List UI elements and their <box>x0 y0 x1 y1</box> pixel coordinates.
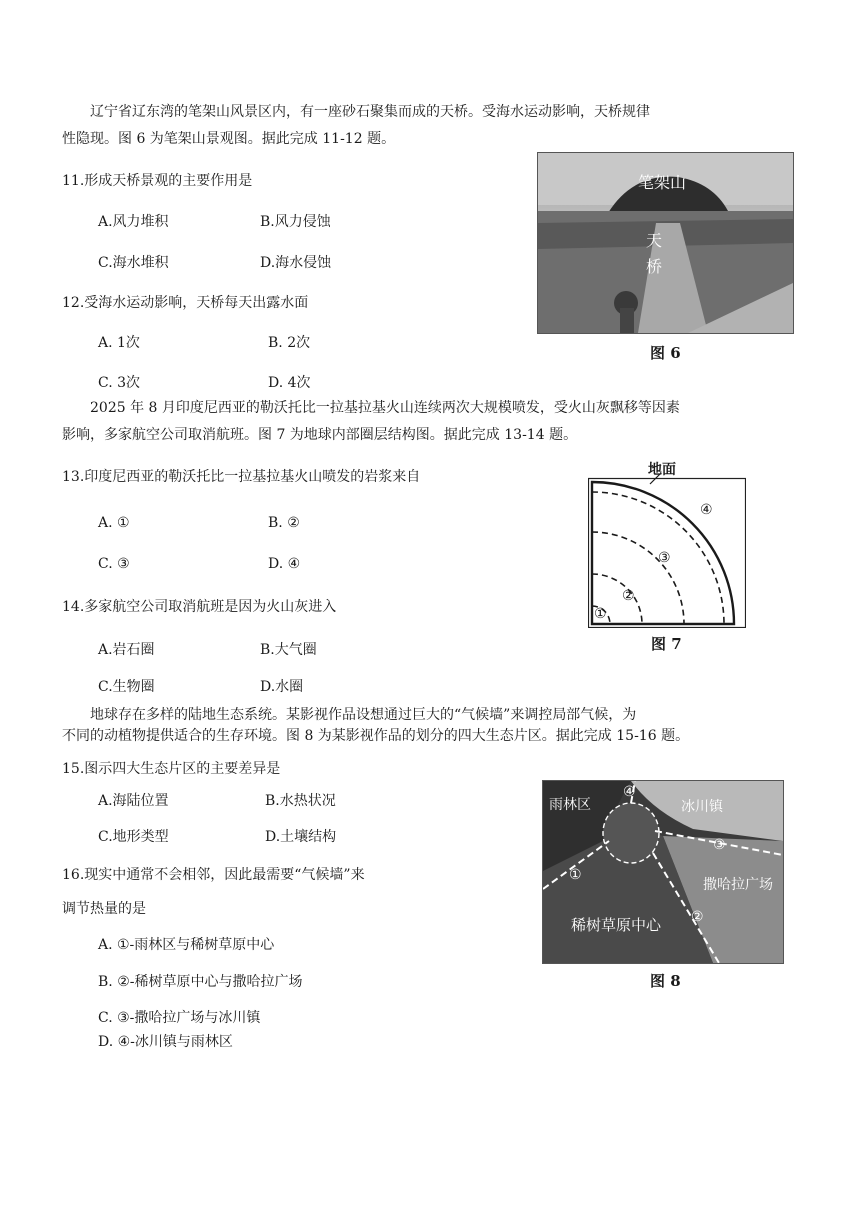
figure-6-caption: 图 6 <box>650 344 681 362</box>
figure-8-label-rainforest: 雨林区 <box>549 797 591 813</box>
figure-6-label-bridge-1: 天 <box>646 231 663 250</box>
question-13-stem: 13.印度尼西亚的勒沃托比一拉基拉基火山喷发的岩浆来自 <box>62 469 421 485</box>
figure-8-boundary-3: ③ <box>713 837 726 853</box>
question-11-option-b: B.风力侵蚀 <box>260 214 331 230</box>
question-13-option-d: D. ④ <box>268 556 301 572</box>
figure-7-diagram <box>588 460 746 628</box>
question-12-option-a: A. 1次 <box>98 335 140 351</box>
question-16-option-d: D. ④-冰川镇与雨林区 <box>98 1034 233 1050</box>
figure-6-photo <box>537 152 794 334</box>
figure-6-label-mountain: 笔架山 <box>638 173 687 192</box>
figure-8-photo <box>542 780 784 964</box>
figure-6-label-bridge-2: 桥 <box>646 257 663 276</box>
question-16-stem-line1: 16.现实中通常不会相邻，因此最需要“气候墙”来 <box>62 867 365 883</box>
figure-8-boundary-4: ④ <box>623 784 636 800</box>
question-14-option-d: D.水圈 <box>260 679 304 695</box>
question-15-option-b: B.水热状况 <box>265 793 336 809</box>
question-11-option-d: D.海水侵蚀 <box>260 255 332 271</box>
figure-8-label-glacier: 冰川镇 <box>681 799 723 815</box>
question-11-option-c: C.海水堆积 <box>98 255 169 271</box>
question-12-option-b: B. 2次 <box>268 335 311 351</box>
intro-15-16-line1: 地球存在多样的陆地生态系统。某影视作品设想通过巨大的“气候墙”来调控局部气候，为 <box>90 707 637 723</box>
question-12-option-c: C. 3次 <box>98 375 141 391</box>
intro-11-12-line1: 辽宁省辽东湾的笔架山风景区内，有一座砂石聚集而成的天桥。受海水运动影响，天桥规律 <box>90 104 650 120</box>
figure-7-layer-1: ① <box>594 606 607 622</box>
intro-13-14-line1: 2025 年 8 月印度尼西亚的勒沃托比一拉基拉基火山连续两次大规模喷发，受火山灰飘移等因素 <box>90 400 680 416</box>
question-16-option-b: B. ②-稀树草原中心与撒哈拉广场 <box>98 974 303 990</box>
figure-7-layer-4: ④ <box>700 502 713 518</box>
question-14-option-a: A.岩石圈 <box>98 642 155 658</box>
figure-7-layer-2: ② <box>622 588 635 604</box>
question-16-stem-line2: 调节热量的是 <box>62 901 146 917</box>
question-12-option-d: D. 4次 <box>268 375 311 391</box>
question-15-option-d: D.土壤结构 <box>265 829 337 845</box>
figure-7-layer-3: ③ <box>658 550 671 566</box>
question-14-option-c: C.生物圈 <box>98 679 155 695</box>
question-14-stem: 14.多家航空公司取消航班是因为火山灰进入 <box>62 599 337 615</box>
figure-7-caption: 图 7 <box>651 635 682 653</box>
question-13-option-b: B. ② <box>268 515 300 531</box>
question-15-option-c: C.地形类型 <box>98 829 169 845</box>
intro-13-14-line2: 影响，多家航空公司取消航班。图 7 为地球内部圈层结构图。据此完成 13-14 题。 <box>62 427 578 443</box>
figure-8-boundary-1: ① <box>569 867 582 883</box>
question-13-option-a: A. ① <box>98 515 130 531</box>
figure-8-label-sahara: 撒哈拉广场 <box>703 877 773 893</box>
question-14-option-b: B.大气圈 <box>260 642 317 658</box>
question-16-option-c: C. ③-撒哈拉广场与冰川镇 <box>98 1010 261 1026</box>
figure-8-boundary-2: ② <box>691 909 704 925</box>
figure-8-caption: 图 8 <box>650 972 681 990</box>
figure-8-label-savanna: 稀树草原中心 <box>571 916 662 934</box>
figure-7-surface-label: 地面 <box>648 462 676 478</box>
intro-15-16-line2: 不同的动植物提供适合的生存环境。图 8 为某影视作品的划分的四大生态片区。据此完成 15-16 题。 <box>62 728 690 744</box>
intro-11-12-line2: 性隐现。图 6 为笔架山景观图。据此完成 11-12 题。 <box>62 131 396 147</box>
question-15-option-a: A.海陆位置 <box>98 793 169 809</box>
question-15-stem: 15.图示四大生态片区的主要差异是 <box>62 761 281 777</box>
question-11-stem: 11.形成天桥景观的主要作用是 <box>62 173 253 189</box>
question-16-option-a: A. ①-雨林区与稀树草原中心 <box>98 937 275 953</box>
question-11-option-a: A.风力堆积 <box>98 214 169 230</box>
question-13-option-c: C. ③ <box>98 556 130 572</box>
question-12-stem: 12.受海水运动影响，天桥每天出露水面 <box>62 295 309 311</box>
earth-layers-illustration <box>588 460 746 628</box>
